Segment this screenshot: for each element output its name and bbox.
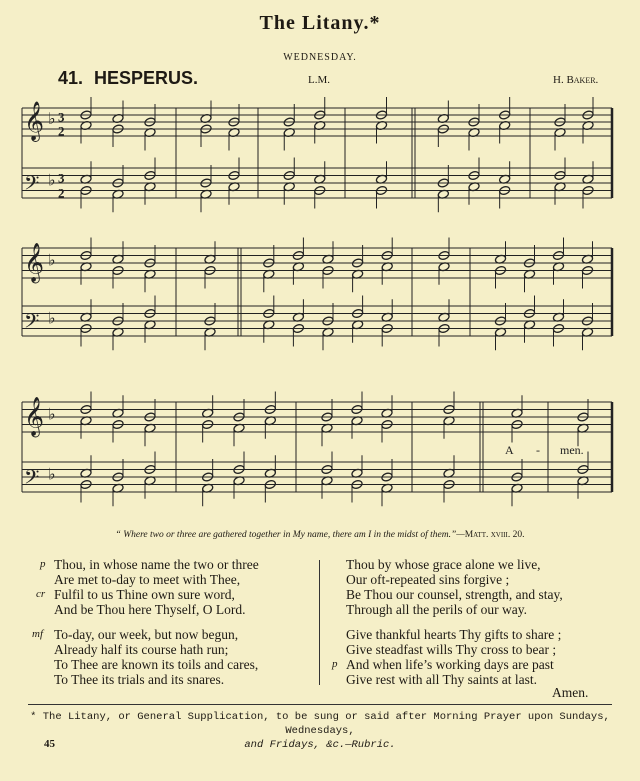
day-heading: WEDNESDAY. <box>283 52 357 63</box>
key-signature: ♭ <box>48 252 56 270</box>
scripture-quote <box>0 530 640 540</box>
verse-line: Fulfil to us Thine own sure word, <box>54 587 235 602</box>
verse-line: To Thee are known its toils and cares, <box>54 657 259 672</box>
page-title: The Litany.* <box>259 12 381 34</box>
dynamic-mark: p <box>332 658 338 670</box>
key-signature: ♭ <box>48 310 56 328</box>
time-signature: 3 <box>58 170 65 186</box>
dynamic-mark: p <box>40 558 46 570</box>
treble-clef: 𝄞 <box>24 396 45 437</box>
time-signature: 2 <box>58 123 65 139</box>
verse-line: And be Thou here Thyself, O Lord. <box>54 602 246 617</box>
verse-line: Our oft-repeated sins forgive ; <box>346 572 510 587</box>
quote-text: “ Where two or three are gathered together in My name, there am I in the midst of them.”— <box>115 530 465 540</box>
footnote-rule <box>28 704 612 705</box>
dynamic-mark: mf <box>32 628 43 640</box>
key-signature: ♭ <box>48 406 56 424</box>
footnote-line-2: and Fridays, &c.—Rubric. <box>244 739 396 751</box>
treble-clef: 𝄞 <box>24 242 45 283</box>
time-signature: 2 <box>58 185 65 201</box>
treble-clef: 𝄞 <box>24 100 45 141</box>
dynamic-mark: cr <box>36 588 46 600</box>
verse-line: Thou by whose grace alone we live, <box>346 557 541 572</box>
quote-reference: Matt. xviii. 20. <box>464 530 525 540</box>
verses-left-column <box>0 557 320 687</box>
verse-line: Give thankful hearts Thy gifts to share ; <box>346 627 562 642</box>
page-number: 45 <box>44 738 55 750</box>
footnote-line-1: * The Litany, or General Supplication, to be sung or said after Morning Prayer upon Sundays, Wednesdays, <box>30 711 610 737</box>
bass-clef: 𝄢 <box>24 171 40 200</box>
verse-line: Are met to-day to meet with Thee, <box>54 572 241 587</box>
time-signature: 3 <box>58 109 65 125</box>
bass-clef: 𝄢 <box>24 309 40 338</box>
verse-line: And when life’s working days are past <box>346 657 554 672</box>
meter-label: L.M. <box>308 74 330 86</box>
amen-syllable-men: men. <box>560 443 584 457</box>
verse-line: To-day, our week, but now begun, <box>54 627 239 642</box>
verse-line: Already half its course hath run; <box>54 642 229 657</box>
composer-name: H. Baker. <box>553 74 599 86</box>
verse-line: Give rest with all Thy saints at last. <box>346 672 537 687</box>
music-score <box>0 88 640 520</box>
verse-line: Thou, in whose name the two or three <box>54 557 259 572</box>
verse-line: Through all the perils of our way. <box>346 602 527 617</box>
key-signature: ♭ <box>48 111 56 129</box>
bass-clef: 𝄢 <box>24 465 40 494</box>
amen-line: Amen. <box>552 685 589 700</box>
key-signature: ♭ <box>48 172 56 190</box>
amen-syllable-dash: - <box>536 443 540 457</box>
tune-name: HESPERUS. <box>94 68 199 88</box>
verse-line: Be Thou our counsel, strength, and stay, <box>346 587 563 602</box>
footnote <box>0 710 640 752</box>
verses-right-column <box>320 557 640 700</box>
hymn-number: 41. <box>58 68 84 88</box>
amen-syllable-a: A <box>505 443 514 457</box>
key-signature: ♭ <box>48 466 56 484</box>
verse-line: Give steadfast wills Thy cross to bear ; <box>346 642 557 657</box>
verse-line: To Thee its trials and its snares. <box>54 672 225 687</box>
